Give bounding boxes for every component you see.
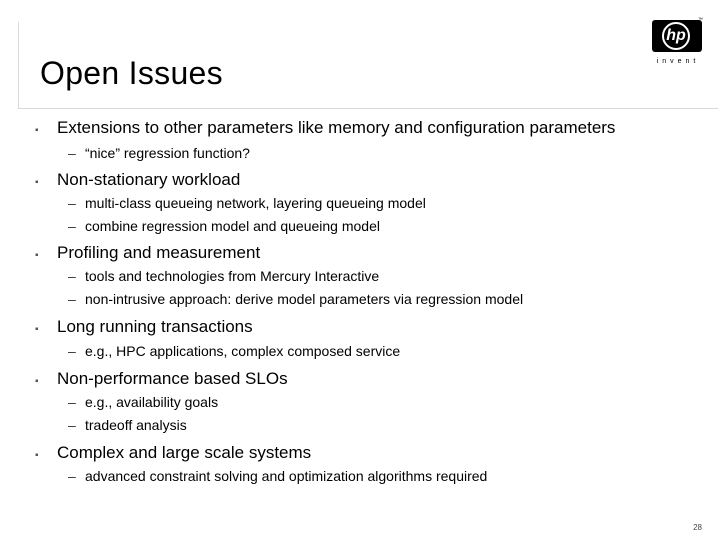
sub-list-item: non-intrusive approach: derive model parameters via regression model xyxy=(85,291,524,307)
bullet-icon: ▪ xyxy=(35,250,39,261)
slide-title: Open Issues xyxy=(40,55,223,91)
dash-icon: – xyxy=(68,468,76,484)
dash-icon: – xyxy=(68,394,76,410)
hp-logo-tagline: invent xyxy=(656,58,700,65)
dash-icon: – xyxy=(68,417,76,433)
dash-icon: – xyxy=(68,291,76,307)
sub-list-item: advanced constraint solving and optimization algorithms required xyxy=(85,468,488,484)
list-item: Extensions to other parameters like memory and configuration parameters xyxy=(57,118,616,137)
list-item: Complex and large scale systems xyxy=(57,443,312,462)
hp-logo-mark: hp xyxy=(662,22,690,50)
title-rule-vertical xyxy=(18,22,19,108)
page-number: 28 xyxy=(693,523,702,532)
sub-list-item: tradeoff analysis xyxy=(85,417,187,433)
dash-icon: – xyxy=(68,268,76,284)
hp-logo-box xyxy=(652,20,702,52)
sub-list-item: combine regression model and queueing model xyxy=(85,218,380,234)
sub-list-item: “nice” regression function? xyxy=(85,145,250,161)
list-item: Long running transactions xyxy=(57,317,253,336)
trademark-symbol: ™ xyxy=(698,17,703,23)
bullet-icon: ▪ xyxy=(35,177,39,188)
list-item: Profiling and measurement xyxy=(57,243,261,262)
dash-icon: – xyxy=(68,218,76,234)
bullet-icon: ▪ xyxy=(35,324,39,335)
dash-icon: – xyxy=(68,195,76,211)
title-rule-horizontal xyxy=(18,108,718,109)
list-item: Non-stationary workload xyxy=(57,170,241,189)
sub-list-item: e.g., availability goals xyxy=(85,394,219,410)
hp-logo xyxy=(652,17,703,70)
list-item: Non-performance based SLOs xyxy=(57,369,288,388)
sub-list-item: e.g., HPC applications, complex composed service xyxy=(85,343,401,359)
dash-icon: – xyxy=(68,145,76,161)
dash-icon: – xyxy=(68,343,76,359)
sub-list-item: tools and technologies from Mercury Interactive xyxy=(85,268,380,284)
bullet-icon: ▪ xyxy=(35,125,39,136)
bullet-icon: ▪ xyxy=(35,376,39,387)
bullet-icon: ▪ xyxy=(35,450,39,461)
sub-list-item: multi-class queueing network, layering queueing model xyxy=(85,195,426,211)
